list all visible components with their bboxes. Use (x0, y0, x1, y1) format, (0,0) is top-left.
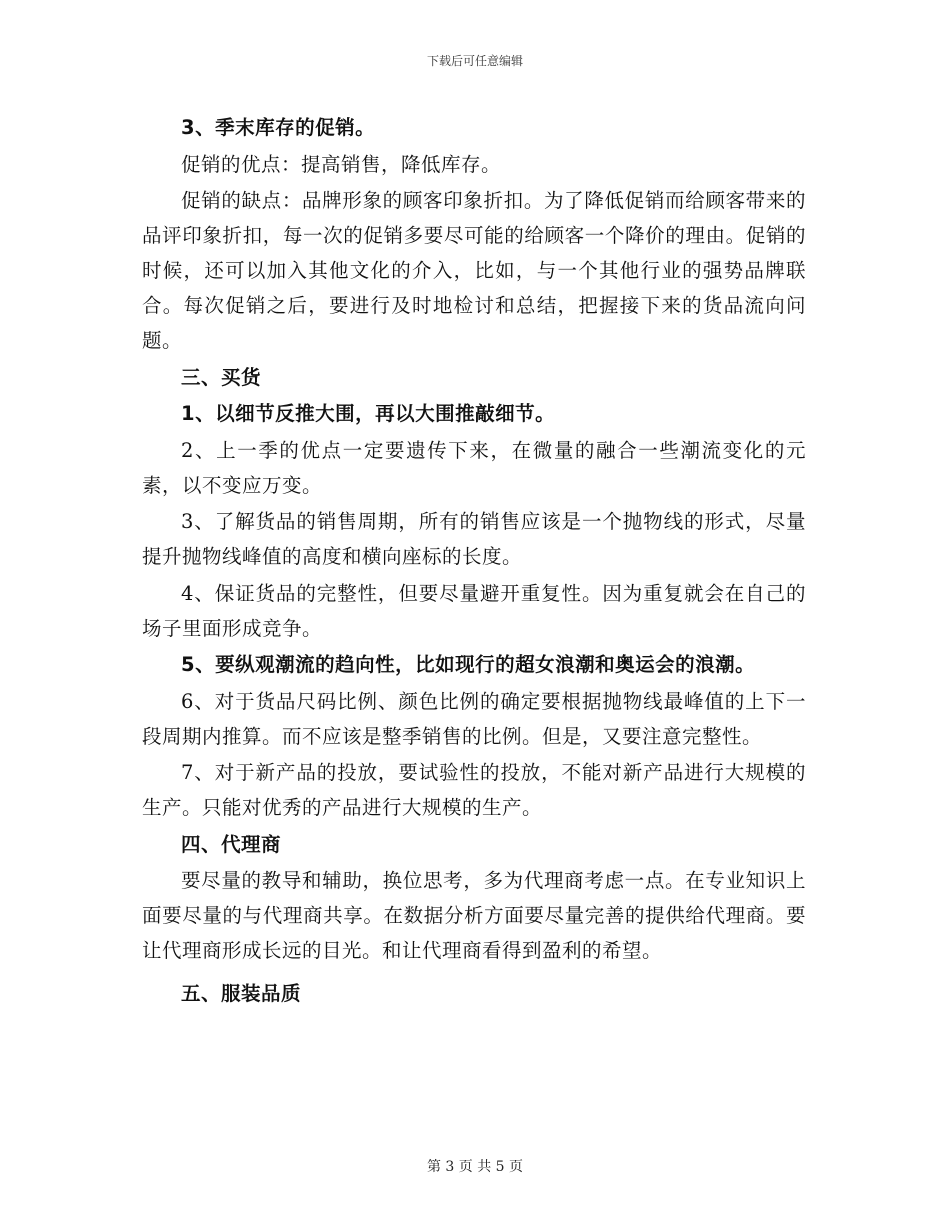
paragraph-buying-point-6: 6、对于货品尺码比例、颜色比例的确定要根据抛物线最峰值的上下一段周期内推算。而不应该是整季销售的比例。但是，又要注意完整性。 (142, 689, 806, 748)
paragraph-buying-point-7: 7、对于新产品的投放，要试验性的投放，不能对新产品进行大规模的生产。只能对优秀的产品进行大规模的生产。 (142, 761, 806, 819)
heading-clearance-promotion: 3、季末库存的促销。 (181, 116, 376, 139)
document-body (142, 110, 806, 1021)
paragraph-promotion-advantages: 促销的优点：提高销售，降低库存。 (181, 152, 502, 176)
heading-buying-point-5: 5、要纵观潮流的趋向性，比如现行的超女浪潮和奥运会的浪潮。 (181, 653, 756, 676)
page-number-footer: 第 3 页 共 5 页 (426, 1159, 524, 1175)
section-heading-agents: 四、代理商 (181, 832, 282, 856)
paragraph-buying-point-3: 3、了解货品的销售周期，所有的销售应该是一个抛物线的形式，尽量提升抛物线峰值的高度和横向座标的长度。 (142, 510, 806, 568)
heading-buying-point-1: 1、以细节反推大围，再以大围推敲细节。 (181, 402, 556, 425)
paragraph-agents: 要尽量的教导和辅助，换位思考，多为代理商考虑一点。在专业知识上面要尽量的与代理商共享。在数据分析方面要尽量完善的提供给代理商。要让代理商形成长远的目光。和让代理商看得到盈利的希望。 (142, 869, 806, 962)
page-header: 下载后可任意编辑 (426, 54, 523, 68)
section-heading-garment-quality: 五、服装品质 (181, 982, 302, 1005)
paragraph-buying-point-2: 2、上一季的优点一定要遗传下来，在微量的融合一些潮流变化的元素，以不变应万变。 (142, 438, 806, 497)
paragraph-buying-point-4: 4、保证货品的完整性，但要尽量避开重复性。因为重复就会在自己的场子里面形成竞争。 (142, 581, 806, 640)
paragraph-promotion-disadvantages: 促销的缺点：品牌形象的顾客印象折扣。为了降低促销而给顾客带来的品评印象折扣，每一次的促销多要尽可能的给顾客一个降价的理由。促销的时候，还可以加入其他文化的介入，比如，与一个其他行业的强势品牌联合。每次促销之后，要进行及时地检讨和总结，把握接下来的货品流向问题。 (142, 189, 806, 352)
section-heading-buying: 三、买货 (181, 365, 262, 389)
